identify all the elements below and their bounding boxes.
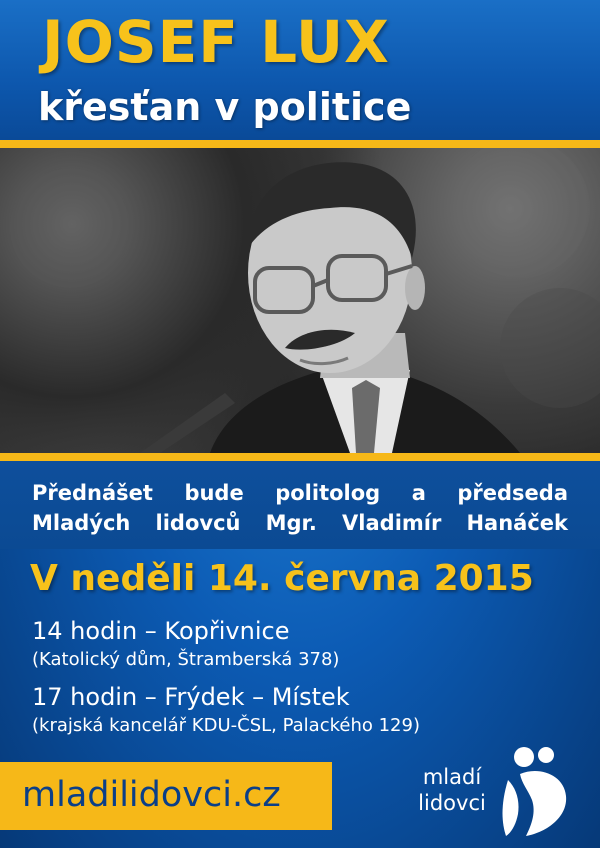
page-subtitle: křesťan v politice [38,85,412,129]
logo-line-2: lidovci [418,791,486,815]
event-date: V neděli 14. června 2015 [30,558,534,599]
event-venue: (Katolický dům, Štramberská 378) [32,649,340,670]
speaker-panel [0,461,600,549]
speaker-line-2: Mladých lidovců Mgr. Vladimír Hanáček [32,511,568,535]
event-venue: (krajská kancelář KDU-ČSL, Palackého 129) [32,715,420,736]
mladi-lidovci-logo-icon [498,744,574,838]
portrait-illustration [0,148,600,453]
event-time-place: 14 hodin – Kopřivnice [32,617,290,645]
event-item [32,614,339,672]
speaker-line-1: Přednášet bude politolog a předseda [32,481,568,505]
header [0,0,600,140]
divider-top [0,140,600,148]
event-item [32,680,420,738]
website-banner [0,762,332,830]
page-title: JOSEF LUX [42,8,390,76]
logo-line-1: mladí [422,765,482,789]
event-time-place: 17 hodin – Frýdek – Místek [32,683,350,711]
logo-wordmark [410,764,494,816]
website-link[interactable]: mladilidovci.cz [22,775,281,815]
divider-middle [0,453,600,461]
portrait-photo [0,148,600,453]
